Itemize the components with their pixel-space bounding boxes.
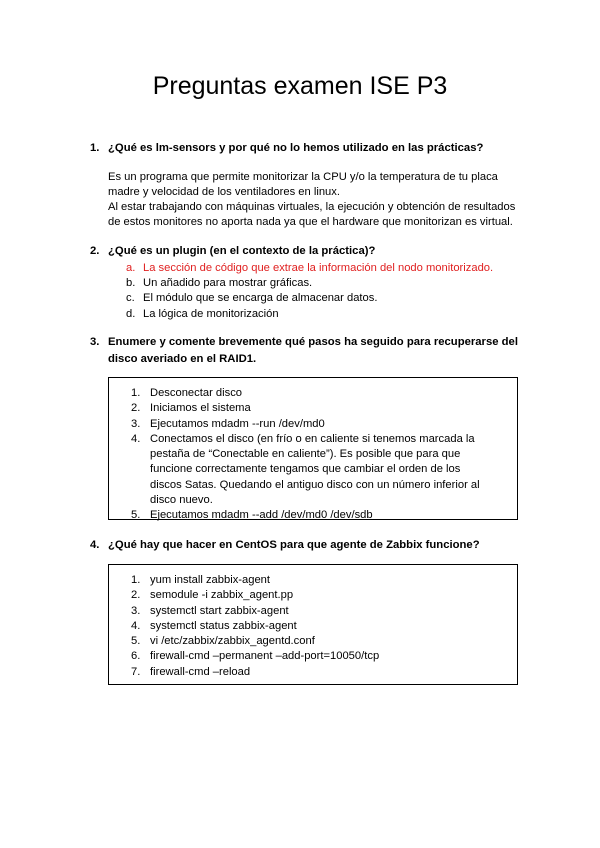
list-item: 4. systemctl status zabbix-agent — [131, 619, 297, 632]
question-text: Enumere y comente brevemente qué pasos ha seguido para recuperarse del disco averiado en el RAID1. — [108, 336, 518, 365]
question-text: ¿Qué es un plugin (en el contexto de la práctica)? — [108, 245, 376, 257]
question-text: ¿Qué es lm-sensors y por qué no lo hemos utilizado en las prácticas? — [108, 142, 484, 154]
page-title: Preguntas examen ISE P3 — [152, 72, 448, 100]
list-item: 3. systemctl start zabbix-agent — [131, 604, 289, 617]
option-b: b. Un añadido para mostrar gráficas. — [126, 277, 313, 290]
list-item: 7. firewall-cmd –reload — [131, 665, 251, 678]
list-item: 5. vi /etc/zabbix/zabbix_agentd.conf — [131, 635, 315, 648]
list-item: 2. Iniciamos el sistema — [131, 402, 251, 415]
answer-1-paragraph-2: Al estar trabajando con máquinas virtuales, la ejecución y obtención de resultados de estos monitores no aporta nada ya que el hardware que monitorizan es virtual. — [108, 201, 516, 228]
answer-4-box — [108, 564, 518, 685]
list-item: 4. Conectamos el disco (en frío o en caliente si tenemos marcada la pestaña de “Conectable en caliente”). Es posible que para que funcione correctamente tengamos que cambiar el orden de los discos Satas. Quedando el antiguo disco con un número inferior al disco nuevo. — [131, 432, 480, 507]
question-number: 1. — [90, 142, 100, 154]
list-item: 1. Desconectar disco — [131, 387, 243, 399]
question-4 — [90, 537, 520, 554]
list-item: 5. Ejecutamos mdadm --add /dev/md0 /dev/sdb — [131, 509, 373, 522]
question-number: 4. — [90, 539, 100, 551]
list-item: 1. yum install zabbix-agent — [131, 574, 271, 586]
question-number: 3. — [90, 336, 100, 348]
option-d: d. La lógica de monitorización — [126, 307, 279, 320]
question-3 — [90, 334, 520, 368]
answer-options — [108, 261, 518, 322]
option-c: c. El módulo que se encarga de almacenar datos. — [126, 292, 378, 305]
question-text: ¿Qué hay que hacer en CentOS para que agente de Zabbix funcione? — [108, 539, 480, 551]
question-2 — [90, 243, 520, 260]
list-item: 3. Ejecutamos mdadm --run /dev/md0 — [131, 417, 325, 430]
answer-3-box — [108, 377, 518, 520]
option-a-correct: a. La sección de código que extrae la información del nodo monitorizado. — [126, 262, 494, 274]
question-number: 2. — [90, 245, 100, 257]
list-item: 6. firewall-cmd –permanent –add-port=10050/tcp — [131, 650, 380, 663]
question-1 — [90, 140, 520, 157]
answer-1-paragraph-1: Es un programa que permite monitorizar la CPU y/o la temperatura de tu placa madre y velocidad de los ventiladores en linux. — [108, 171, 498, 198]
list-item: 2. semodule -i zabbix_agent.pp — [131, 589, 294, 602]
